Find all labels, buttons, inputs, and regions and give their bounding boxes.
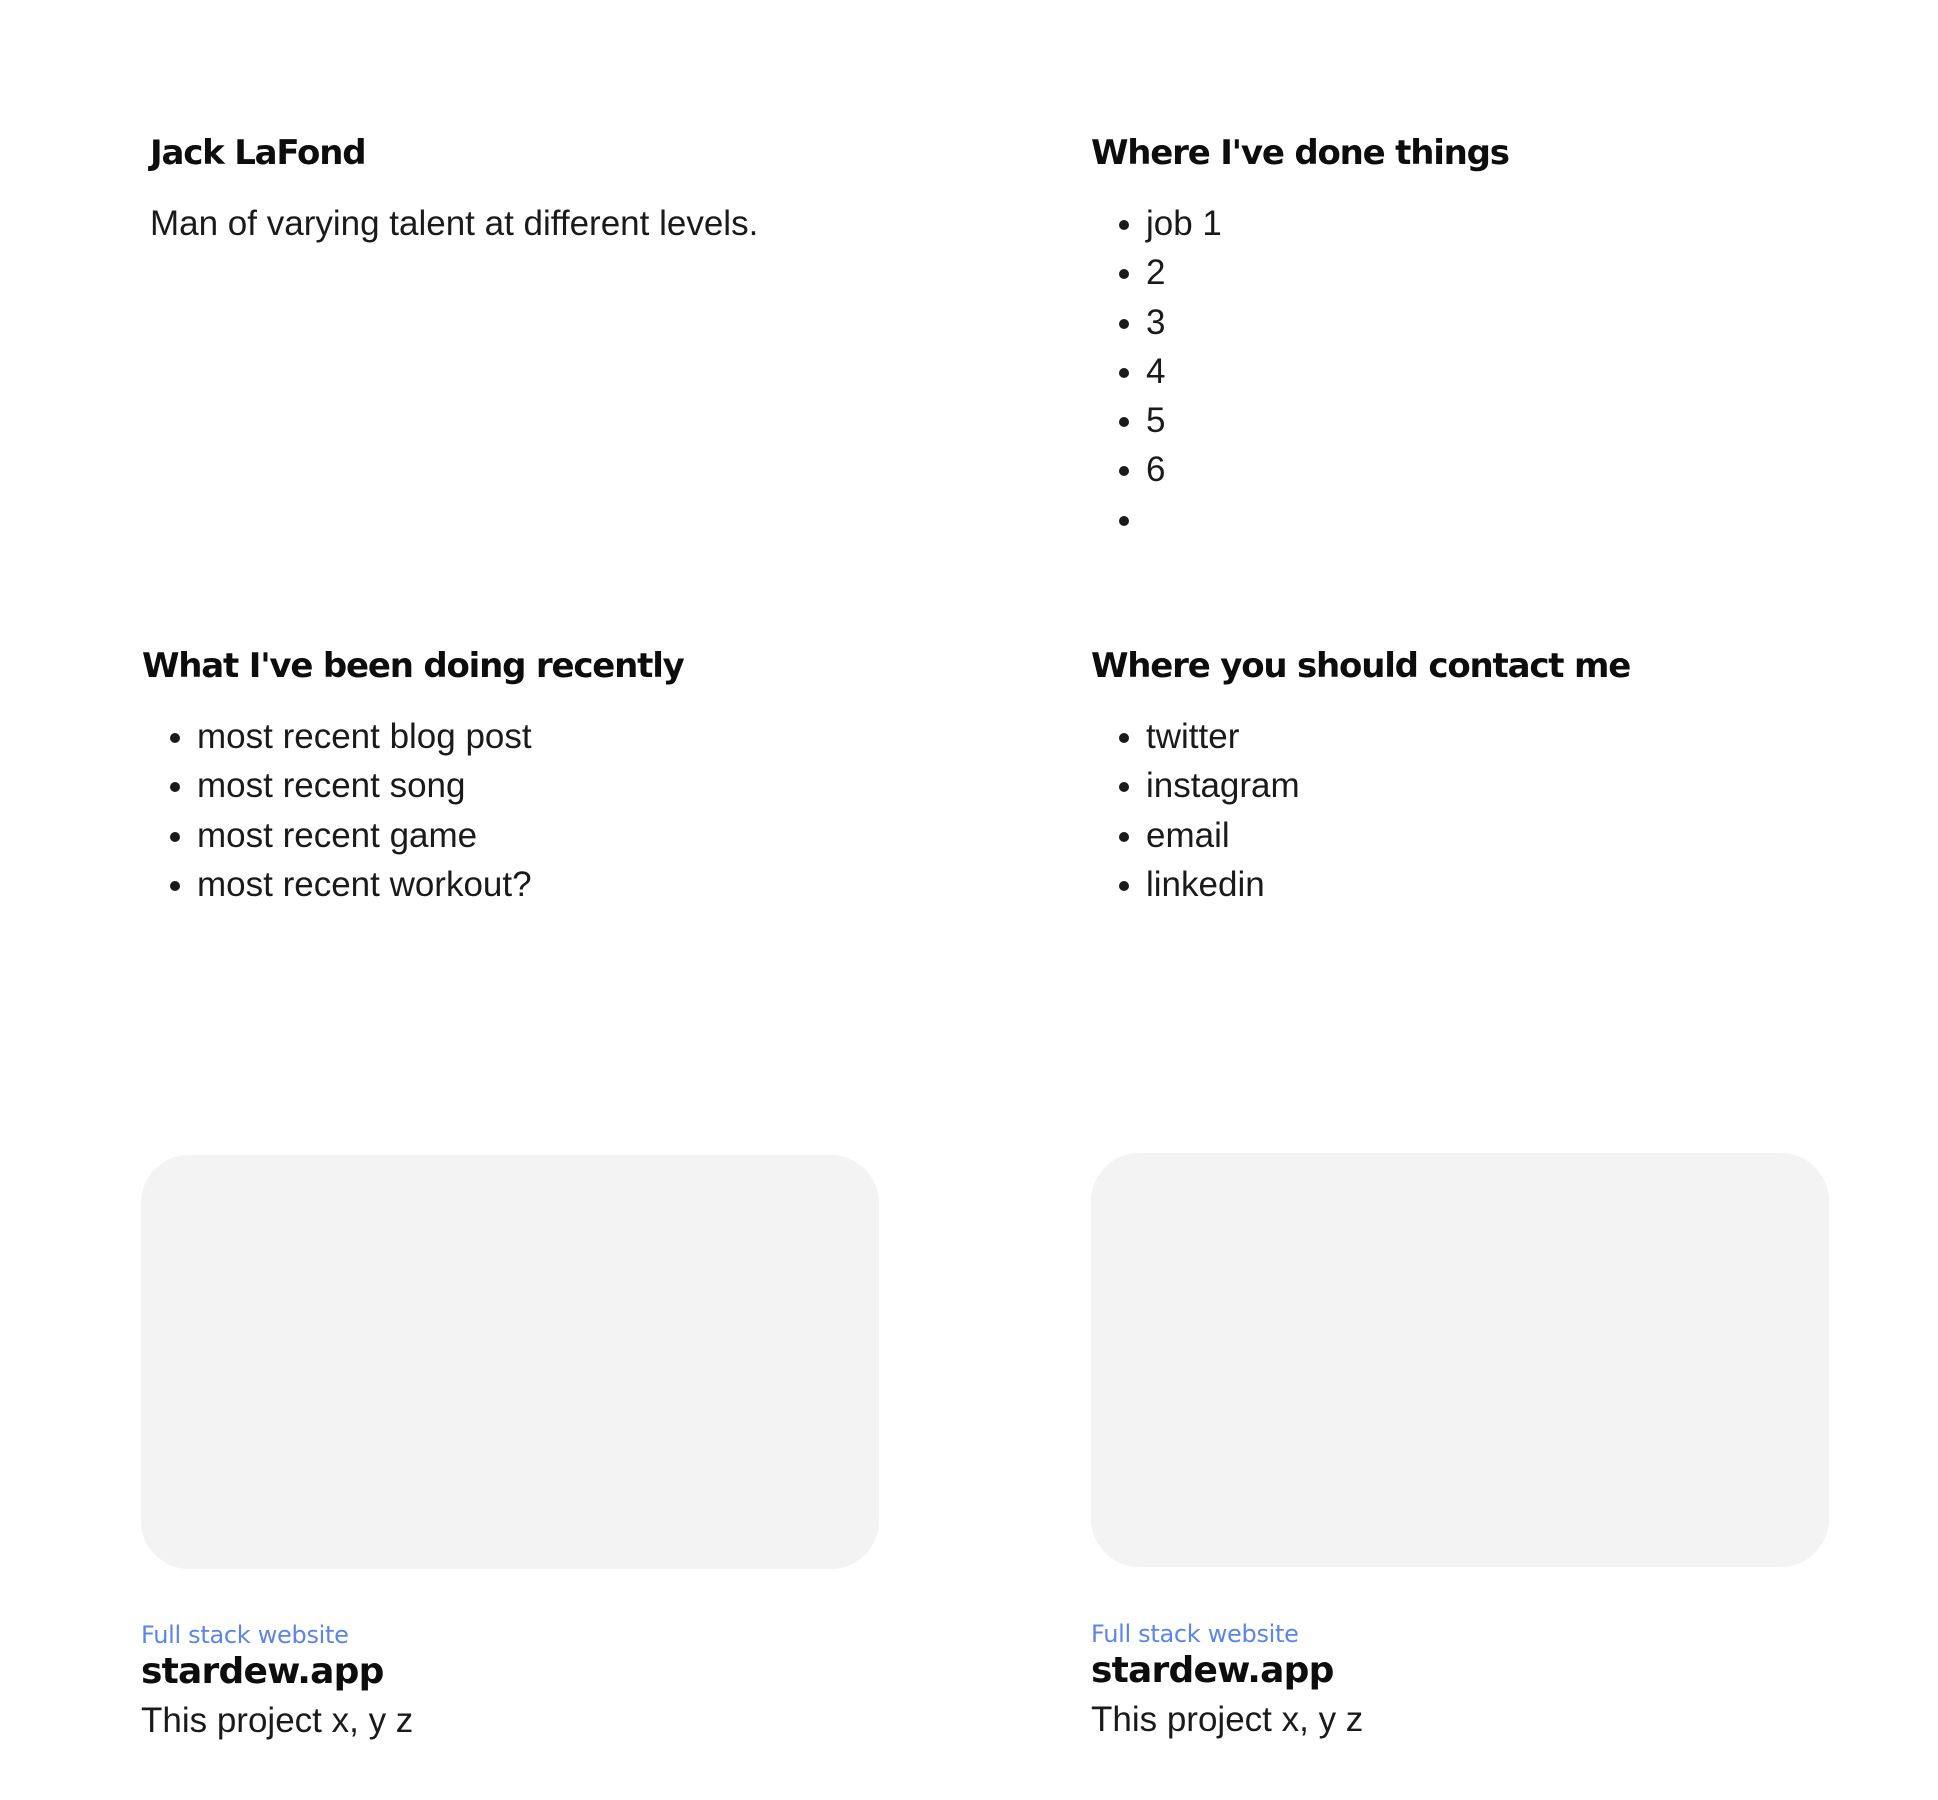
project-title-link[interactable]: stardew.app [1091,1650,1334,1691]
jobs-list [1091,199,1871,544]
list-item: • 6 [1146,445,1871,494]
list-item: • 4 [1146,347,1871,396]
email-link[interactable]: email [1146,815,1230,855]
list-item[interactable] [1146,712,1871,761]
project-card-image[interactable] [141,1155,879,1569]
instagram-link[interactable]: instagram [1146,766,1300,806]
jobs-section [1091,131,1871,544]
list-item: • 3 [1146,298,1871,347]
project-category: Full stack website [141,1621,349,1649]
linkedin-link[interactable]: linkedin [1146,864,1265,904]
project-title-link[interactable]: stardew.app [141,1651,384,1692]
contact-section [1091,644,1871,909]
recent-blog-link[interactable]: most recent blog post [197,717,532,756]
recent-game-link[interactable]: most recent game [197,815,478,855]
list-item[interactable] [197,811,942,860]
contact-list [1091,712,1871,909]
list-item[interactable] [1146,860,1871,909]
name-heading: Jack LaFond [150,133,366,173]
recent-song-link[interactable]: most recent song [197,766,466,806]
tagline: Man of varying talent at different levels. [150,204,759,243]
list-item: • 5 [1146,396,1871,445]
recent-list [142,712,942,909]
recent-workout-link[interactable]: most recent workout? [197,864,532,904]
list-item [1146,495,1871,544]
recent-section [142,644,942,909]
project-description: This project x, y z [141,1701,414,1740]
list-item: • 2 [1146,248,1871,297]
list-item: • job 1 [1146,199,1871,248]
recent-heading: What I've been doing recently [142,646,684,686]
contact-heading: Where you should contact me [1091,646,1631,686]
list-item[interactable] [1146,761,1871,810]
list-item[interactable] [197,860,942,909]
list-item[interactable] [1146,811,1871,860]
twitter-link[interactable]: twitter [1146,717,1240,756]
intro-section [150,131,950,247]
project-card-meta [141,1621,413,1747]
project-category: Full stack website [1091,1620,1299,1648]
project-description: This project x, y z [1091,1700,1364,1739]
project-card-meta [1091,1620,1363,1746]
list-item[interactable] [197,712,942,761]
jobs-heading: Where I've done things [1091,133,1509,173]
list-item[interactable] [197,761,942,810]
project-card-image[interactable] [1091,1153,1829,1567]
